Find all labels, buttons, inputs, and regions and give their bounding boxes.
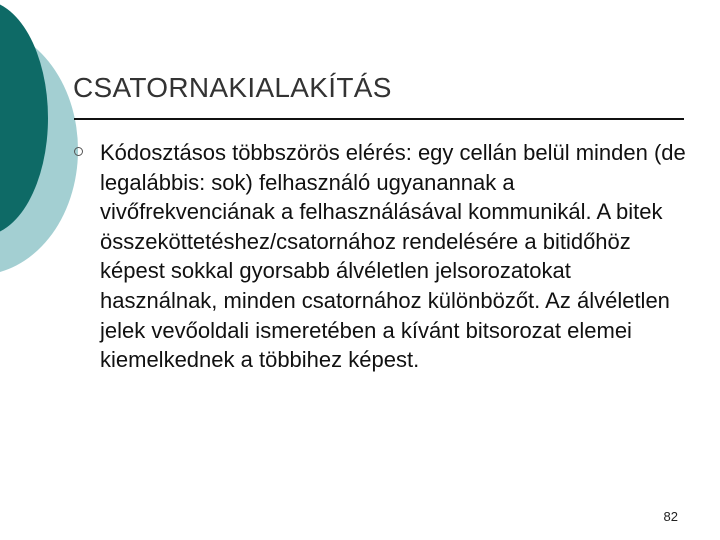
bullet-text: Kódosztásos többszörös elérés: egy cellán belül minden (de legalábbis: sok) felhasználó ugyanannak a vivőfrekvenciának a felhasználásával kommunikál. A bitek összeköttetéshez/csatornához rendelésére a bitidőhöz képest sokkal gyorsabb álvéletlen jelsorozatokat használnak, minden csatornához különbözőt. Az álvéletlen jelek vevőoldali ismeretében a kívánt bitsorozat elemei kiemelkednek a többihez képest. xyxy=(100,140,686,373)
title-underline xyxy=(74,118,684,120)
hollow-circle-bullet-icon xyxy=(74,147,83,156)
slide-title: CSATORNAKIALAKÍTÁS xyxy=(73,72,392,103)
page-number: 82 xyxy=(663,509,678,524)
